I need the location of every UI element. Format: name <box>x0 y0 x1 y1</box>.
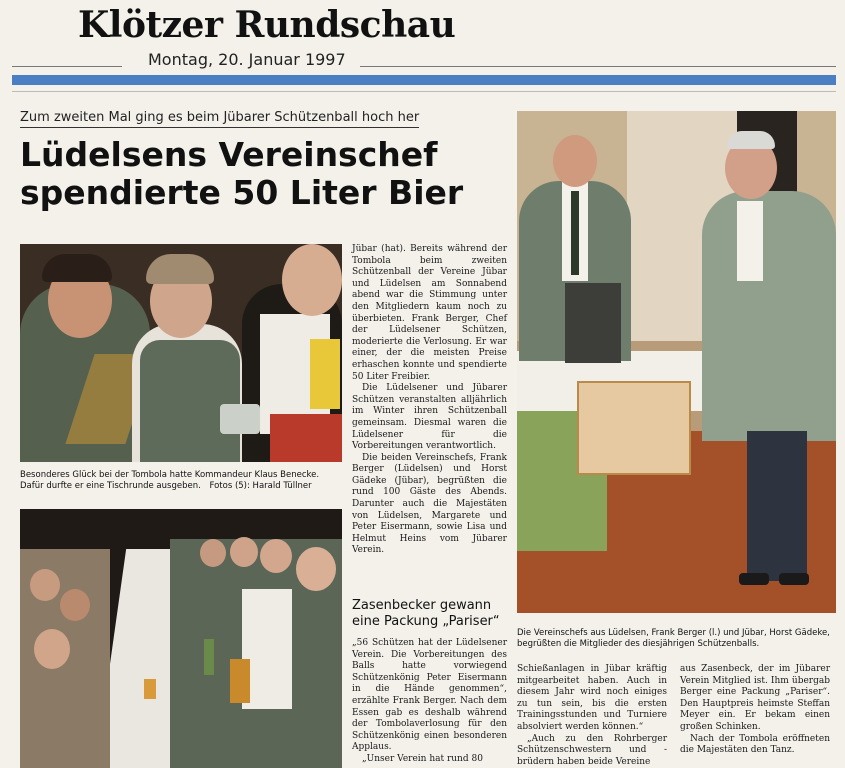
issue-date: Montag, 20. Januar 1997 <box>148 50 346 69</box>
article-column-1 <box>352 244 507 557</box>
newspaper-masthead: Klötzer Rundschau <box>78 4 456 46</box>
photo-credit: Fotos (5): Harald Tüllner <box>209 481 312 491</box>
paragraph-dance: Nach der Tombola eröffneten die Majestäten den Tanz. <box>680 733 830 756</box>
photo-banquet-hall <box>20 509 342 768</box>
photo-tombola-winner <box>20 244 342 462</box>
paragraph-prize: aus Zasenbeck, der im Jübarer Verein Mitglied ist. Ihm übergab Berger eine Packung „Pariser“. Den Hauptpreis heimste Steffan Meyer ein. Er bekam einen großen Schinken. <box>680 664 830 732</box>
article-kicker: Zum zweiten Mal ging es beim Jübarer Schützenball hoch her <box>20 110 419 128</box>
photo1-caption-text: Besonderes Glück bei der Tombola hatte Kommandeur Klaus Benecke. Dafür durfte er eine Tischrunde ausgeben. <box>20 470 320 491</box>
paragraph-shooting-range: Schießanlagen in Jübar kräftig mitgearbeitet haben. Auch in diesem Jahr wird noch einiges zu tun sein, bis die ersten Trainingsstunden und Turniere absolviert werden können.“ <box>517 664 667 732</box>
paragraph-intro: Jübar (hat). Bereits während der Tombola beim zweiten Schützenball der Vereine Jübar und Lüdelsen am Sonnabend abend war die Stimmung unter den Mitgliedern kaum noch zu überbieten. Frank Berger, Chef der Lüdelsener Schützen, moderierte die Verlosung. Er war einer, der die meisten Preise erhaschen konnte und spendierte 50 Liter Freibier. <box>352 244 507 382</box>
masthead-rule-right <box>360 66 836 67</box>
paragraph-guests: Die beiden Vereinschefs, Frank Berger (Lüdelsen) und Horst Gädeke (Jübar), begrüßten die rund 100 Gäste des Abends. Darunter auch die Majestäten von Lüdelsen, Margarete und Peter Eisermann, sowie Lisa und Helmut Heins vom Jübarer Verein. <box>352 452 507 556</box>
article-column-2 <box>352 638 507 766</box>
photo-right-caption: Die Vereinschefs aus Lüdelsen, Frank Berger (l.) und Jübar, Horst Gädeke, begrüßten die Mitglieder des diesjährigen Schützenballs. <box>517 628 830 649</box>
masthead-rule-left <box>12 66 122 67</box>
paragraph-rohrberg: „Auch zu den Rohrberger Schützenschwestern und -brüdern haben beide Vereine <box>517 733 667 767</box>
photo-club-chairmen <box>517 111 836 613</box>
article-column-3 <box>517 664 667 768</box>
article-headline: Lüdelsens Vereinschef spendierte 50 Liter Bier <box>20 135 464 212</box>
photo1-caption <box>20 470 342 492</box>
paragraph-members: „Unser Verein hat rund 80 <box>362 753 483 764</box>
header-divider <box>12 91 836 92</box>
article-column-4 <box>680 664 830 757</box>
paragraph-quote: „56 Schützen hat der Lüdelsener Verein. Die Vorbereitungen des Balls hatte vorwiegend Schützenkönig Peter Eisermann in die Hände genommen“, erzählte Frank Berger. Nach dem Essen gab es deshalb während der Tombolaverlosung für den Schützenkönig einen besonderen Applaus. <box>352 638 507 753</box>
header-color-band <box>12 75 836 85</box>
article-subhead: Zasenbecker gewann eine Packung „Pariser“ <box>352 598 500 629</box>
paragraph-ball-tradition: Die Lüdelsener und Jübarer Schützen veranstalten alljährlich im Winter ihren Schützenball gemeinsam. Diesmal waren die Lüdelsener für die Vorbereitungen verantwortlich. <box>352 383 507 452</box>
